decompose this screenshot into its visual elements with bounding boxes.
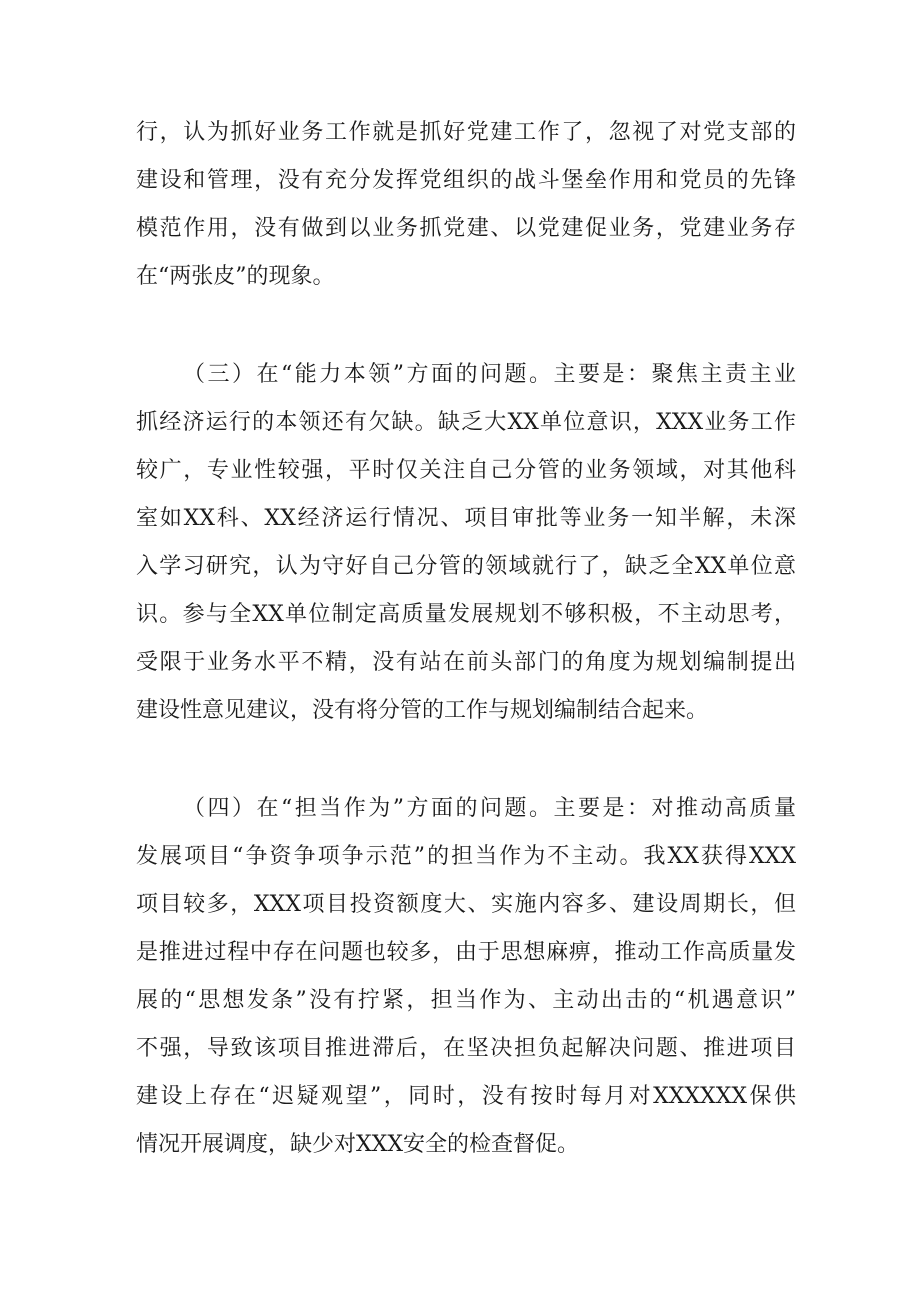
paragraph-line: 模范作用，没有做到以业务抓党建、以党建促业务，党建业务存 xyxy=(136,216,796,241)
paragraph-line: 是推进过程中存在问题也较多，由于思想麻痹，推动工作高质量发 xyxy=(136,940,796,965)
paragraph-line: 建设性意见建议，没有将分管的工作与规划编制结合起来。 xyxy=(136,698,709,723)
paragraph-line: 情况开展调度，缺少对XXX安全的检查督促。 xyxy=(136,1132,579,1157)
paragraph-line: 发展项目“争资争项争示范”的担当作为不主动。我XX获得XXX xyxy=(136,844,796,869)
paragraph-line: 建设和管理，没有充分发挥党组织的战斗堡垒作用和党员的先锋 xyxy=(136,168,796,193)
paragraph-line: 入学习研究，认为守好自己分管的领域就行了，缺乏全XX单位意 xyxy=(136,554,796,579)
paragraph-line: 项目较多，XXX项目投资额度大、实施内容多、建设周期长，但 xyxy=(136,892,796,917)
section-heading-line: （四）在“担当作为”方面的问题。主要是：对推动高质量 xyxy=(183,796,796,821)
paragraph-line: 建设上存在“迟疑观望”，同时，没有按时每月对XXXXXX保供 xyxy=(136,1084,796,1109)
paragraph-line: 在“两张皮”的现象。 xyxy=(136,264,335,289)
paragraph-line: 不强，导致该项目推进滞后，在坚决担负起解决问题、推进项目 xyxy=(136,1036,796,1061)
paragraph-line: 室如XX科、XX经济运行情况、项目审批等业务一知半解，未深 xyxy=(136,506,796,531)
paragraph-line: 抓经济运行的本领还有欠缺。缺乏大XX单位意识，XXX业务工作 xyxy=(136,410,796,435)
paragraph-line: 识。参与全XX单位制定高质量发展规划不够积极，不主动思考， xyxy=(136,602,796,627)
paragraph-line: 受限于业务水平不精，没有站在前头部门的角度为规划编制提出 xyxy=(136,650,796,675)
paragraph-line: 展的“思想发条”没有拧紧，担当作为、主动出击的“机遇意识” xyxy=(136,988,796,1013)
section-heading-line: （三）在“能力本领”方面的问题。主要是：聚焦主责主业 xyxy=(183,362,796,387)
paragraph-line: 行，认为抓好业务工作就是抓好党建工作了，忽视了对党支部的 xyxy=(136,120,796,145)
paragraph-line: 较广，专业性较强，平时仅关注自己分管的业务领域，对其他科 xyxy=(136,458,796,483)
